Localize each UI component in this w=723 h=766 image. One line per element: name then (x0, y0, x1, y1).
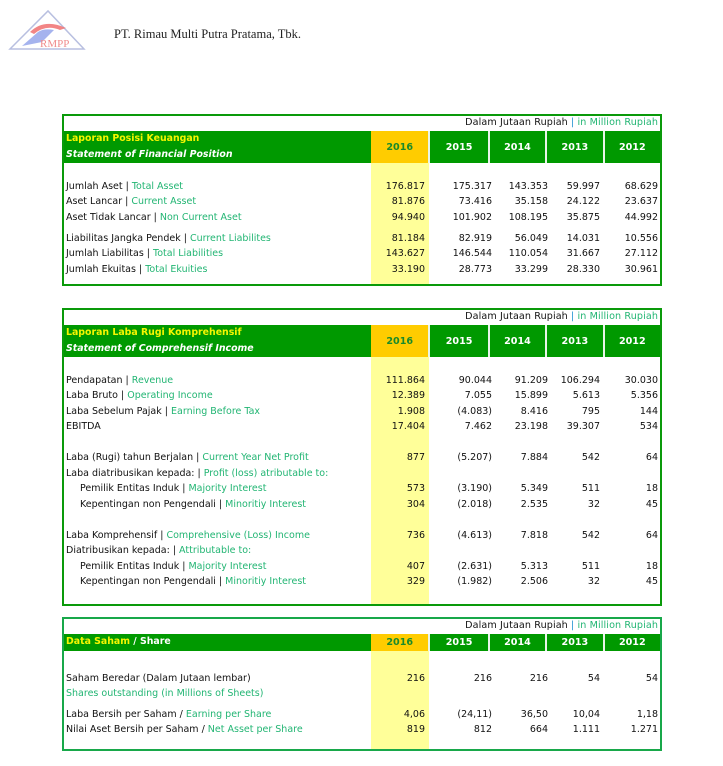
label-english: Shares outstanding (in Millions of Sheets) (66, 688, 264, 699)
value-2013: 10,04 (572, 709, 600, 720)
value-2015: 28.773 (458, 264, 492, 275)
year-2012: 2012 (603, 634, 660, 651)
value-2012: 10.556 (624, 233, 658, 244)
value-2013: 542 (581, 530, 600, 541)
value-2014: 664 (529, 724, 548, 735)
value-2014: 143.353 (508, 181, 548, 192)
value-2015: (2.631) (457, 561, 492, 572)
table-row (64, 419, 660, 434)
label-indonesian: Pemilik Entitas Induk | (80, 483, 189, 494)
value-2016: 736 (406, 530, 425, 541)
value-2014: 216 (529, 673, 548, 684)
value-2013: 511 (581, 483, 600, 494)
year-headers (371, 131, 660, 163)
year-2015: 2015 (428, 131, 487, 163)
label-english: Revenue (131, 375, 174, 386)
value-2012: 45 (645, 499, 658, 510)
svg-text:RMPP: RMPP (40, 38, 70, 50)
label-english: Current Liabilites (189, 233, 271, 244)
year-headers (371, 634, 660, 651)
table-row (64, 722, 660, 737)
value-2016: 143.627 (385, 248, 425, 259)
rmpp-logo (8, 8, 86, 52)
label-indonesian: Aset Tidak Lancar | (66, 212, 160, 223)
value-2012: 1,18 (636, 709, 658, 720)
row-label (80, 574, 306, 589)
value-2015: 146.544 (452, 248, 492, 259)
value-2015: (3.190) (457, 483, 492, 494)
value-2014: 15.899 (514, 390, 548, 401)
table-row (64, 404, 660, 419)
value-2013: 54 (587, 673, 600, 684)
company-name: PT. Rimau Multi Putra Pratama, Tbk. (114, 27, 302, 41)
row-label (66, 466, 328, 481)
table-header (64, 325, 660, 357)
year-2014: 2014 (488, 325, 545, 357)
value-2013: 542 (581, 452, 600, 463)
value-2013: 1.111 (572, 724, 600, 735)
value-2013: 795 (581, 406, 600, 417)
row-label (66, 179, 183, 194)
value-2015: (5.207) (457, 452, 492, 463)
value-2014: 7.818 (520, 530, 548, 541)
table-row (64, 388, 660, 403)
value-2016: 407 (406, 561, 425, 572)
value-2013: 28.330 (566, 264, 600, 275)
value-2016: 176.817 (385, 181, 425, 192)
label-indonesian: EBITDA (66, 421, 101, 432)
label-english: Majority Interest (188, 561, 267, 572)
table-row (64, 528, 660, 543)
value-2012: 5.356 (630, 390, 658, 401)
value-2014: 7.884 (520, 452, 548, 463)
label-indonesian: Jumlah Liabilitas | (66, 248, 154, 259)
row-label (66, 543, 251, 558)
value-2015: 101.902 (452, 212, 492, 223)
value-2015: (24,11) (457, 709, 492, 720)
value-2014: 91.209 (514, 375, 548, 386)
row-label (80, 497, 306, 512)
value-2012: 23.637 (624, 196, 658, 207)
value-2015: (4.083) (457, 406, 492, 417)
label-indonesian: Laba Bersih per Saham / (66, 709, 186, 720)
year-2014: 2014 (488, 131, 545, 163)
value-2012: 144 (639, 406, 658, 417)
value-2015: (4.613) (457, 530, 492, 541)
value-2012: 1.271 (630, 724, 658, 735)
unit-note: Dalam Jutaan Rupiah | in Million Rupiah (465, 311, 658, 322)
value-2016: 216 (406, 673, 425, 684)
row-label (66, 722, 303, 737)
value-2015: (1.982) (457, 576, 492, 587)
value-2012: 68.629 (624, 181, 658, 192)
label-english: Non Current Aset (159, 212, 242, 223)
value-2015: 82.919 (458, 233, 492, 244)
row-label (80, 559, 266, 574)
table-row (64, 574, 660, 589)
table-row (64, 686, 660, 701)
value-2013: 511 (581, 561, 600, 572)
label-english: Profit (loss) atributable to: (203, 468, 329, 479)
label-indonesian: Laba Sebelum Pajak | (66, 406, 171, 417)
value-2014: 5.349 (520, 483, 548, 494)
label-indonesian: Pendapatan | (66, 375, 132, 386)
table-row (64, 707, 660, 722)
table-row (64, 466, 660, 481)
value-2016: 329 (406, 576, 425, 587)
label-indonesian: Jumlah Ekuitas | (66, 264, 146, 275)
value-2014: 110.054 (508, 248, 548, 259)
value-2014: 2.535 (520, 499, 548, 510)
label-english: Majority Interest (188, 483, 267, 494)
value-2014: 8.416 (520, 406, 548, 417)
value-2015: 7.055 (464, 390, 492, 401)
value-2012: 45 (645, 576, 658, 587)
label-english: Comprehensive (Loss) Income (166, 530, 310, 541)
row-label (66, 246, 223, 261)
comprehensive-income-table (62, 308, 662, 606)
row-label (66, 262, 207, 277)
row-label (66, 419, 101, 434)
value-2016: 877 (406, 452, 425, 463)
value-2015: 216 (473, 673, 492, 684)
row-label (66, 194, 196, 209)
row-label (66, 707, 271, 722)
label-english: Total Ekuities (145, 264, 208, 275)
value-2014: 56.049 (514, 233, 548, 244)
value-2012: 44.992 (624, 212, 658, 223)
label-english: Current Year Net Profit (202, 452, 309, 463)
label-indonesian: Jumlah Aset | (66, 181, 132, 192)
value-2012: 30.030 (624, 375, 658, 386)
value-2014: 33.299 (514, 264, 548, 275)
value-2013: 32 (587, 576, 600, 587)
table-row (64, 559, 660, 574)
year-2013: 2013 (545, 325, 602, 357)
value-2016: 573 (406, 483, 425, 494)
value-2015: 175.317 (452, 181, 492, 192)
value-2015: 73.416 (458, 196, 492, 207)
value-2012: 54 (645, 673, 658, 684)
row-label (66, 210, 242, 225)
table-row (64, 246, 660, 261)
value-2013: 5.613 (572, 390, 600, 401)
value-2013: 39.307 (566, 421, 600, 432)
year-2016: 2016 (371, 325, 428, 357)
section-title: Laporan Laba Rugi Komprehensif Statement of Comprehensif Income (66, 327, 254, 354)
year-headers (371, 325, 660, 357)
financial-position-table (62, 114, 662, 286)
table-header (64, 131, 660, 163)
value-2013: 35.875 (566, 212, 600, 223)
label-indonesian: Laba (Rugi) tahun Berjalan | (66, 452, 203, 463)
value-2015: (2.018) (457, 499, 492, 510)
value-2012: 18 (645, 561, 658, 572)
value-2014: 108.195 (508, 212, 548, 223)
label-english: Earning Before Tax (171, 406, 261, 417)
share-data-table (62, 617, 662, 751)
label-english: Minoritiy Interest (225, 576, 307, 587)
row-label (66, 373, 173, 388)
table-header (64, 634, 660, 651)
label-indonesian: Saham Beredar (Dalam Jutaan lembar) (66, 673, 251, 684)
row-label (66, 404, 260, 419)
value-2013: 32 (587, 499, 600, 510)
value-2014: 2.506 (520, 576, 548, 587)
year-2016: 2016 (371, 634, 428, 651)
value-2012: 18 (645, 483, 658, 494)
value-2013: 14.031 (566, 233, 600, 244)
label-indonesian: Laba diatribusikan kepada: | (66, 468, 204, 479)
table-row (64, 210, 660, 225)
value-2012: 534 (639, 421, 658, 432)
label-indonesian: Laba Bruto | (66, 390, 128, 401)
label-indonesian: Liabilitas Jangka Pendek | (66, 233, 190, 244)
row-label (66, 528, 310, 543)
value-2016: 33.190 (391, 264, 425, 275)
label-english: Attributable to: (179, 545, 252, 556)
year-2012: 2012 (603, 131, 660, 163)
value-2013: 59.997 (566, 181, 600, 192)
year-2013: 2013 (545, 634, 602, 651)
value-2016: 12.389 (391, 390, 425, 401)
label-indonesian: Diatribusikan kepada: | (66, 545, 180, 556)
value-2016: 94.940 (391, 212, 425, 223)
value-2014: 23.198 (514, 421, 548, 432)
year-2016: 2016 (371, 131, 428, 163)
value-2012: 64 (645, 452, 658, 463)
label-indonesian: Nilai Aset Bersih per Saham / (66, 724, 208, 735)
table-row (64, 231, 660, 246)
label-indonesian: Kepentingan non Pengendali | (80, 499, 226, 510)
label-english: Earning per Share (185, 709, 272, 720)
label-indonesian: Pemilik Entitas Induk | (80, 561, 189, 572)
table-row (64, 671, 660, 686)
row-label (80, 481, 266, 496)
value-2016: 81.184 (391, 233, 425, 244)
row-label (66, 388, 213, 403)
row-label (66, 686, 263, 701)
value-2013: 24.122 (566, 196, 600, 207)
value-2012: 30.961 (624, 264, 658, 275)
value-2016: 4,06 (403, 709, 425, 720)
value-2012: 27.112 (624, 248, 658, 259)
row-label (66, 231, 271, 246)
table-row (64, 262, 660, 277)
label-english: Minoritiy Interest (225, 499, 307, 510)
label-english: Total Asset (131, 181, 184, 192)
value-2015: 812 (473, 724, 492, 735)
value-2014: 36,50 (520, 709, 548, 720)
section-title: Data Saham / Share (66, 636, 171, 647)
value-2016: 819 (406, 724, 425, 735)
table-row (64, 497, 660, 512)
label-english: Net Asset per Share (207, 724, 303, 735)
unit-note: Dalam Jutaan Rupiah | in Million Rupiah (465, 620, 658, 631)
value-2016: 111.864 (385, 375, 425, 386)
value-2013: 106.294 (560, 375, 600, 386)
row-label (66, 671, 251, 686)
value-2016: 304 (406, 499, 425, 510)
value-2015: 7.462 (464, 421, 492, 432)
table-row (64, 543, 660, 558)
label-english: Total Liabilities (153, 248, 224, 259)
year-2015: 2015 (428, 325, 487, 357)
value-2015: 90.044 (458, 375, 492, 386)
row-label (66, 450, 309, 465)
table-row (64, 373, 660, 388)
value-2016: 81.876 (391, 196, 425, 207)
value-2016: 1.908 (397, 406, 425, 417)
value-2013: 31.667 (566, 248, 600, 259)
table-row (64, 194, 660, 209)
year-2015: 2015 (428, 634, 487, 651)
label-english: Operating Income (127, 390, 213, 401)
table-row (64, 450, 660, 465)
table-row (64, 179, 660, 194)
table-row (64, 481, 660, 496)
label-indonesian: Aset Lancar | (66, 196, 132, 207)
year-2014: 2014 (488, 634, 545, 651)
value-2014: 5.313 (520, 561, 548, 572)
label-indonesian: Kepentingan non Pengendali | (80, 576, 226, 587)
value-2014: 35.158 (514, 196, 548, 207)
value-2012: 64 (645, 530, 658, 541)
section-title: Laporan Posisi Keuangan Statement of Financial Position (66, 133, 233, 160)
unit-note: Dalam Jutaan Rupiah | in Million Rupiah (465, 117, 658, 128)
label-english: Current Asset (131, 196, 197, 207)
year-2012: 2012 (603, 325, 660, 357)
year-2013: 2013 (545, 131, 602, 163)
value-2016: 17.404 (391, 421, 425, 432)
label-indonesian: Laba Komprehensif | (66, 530, 167, 541)
